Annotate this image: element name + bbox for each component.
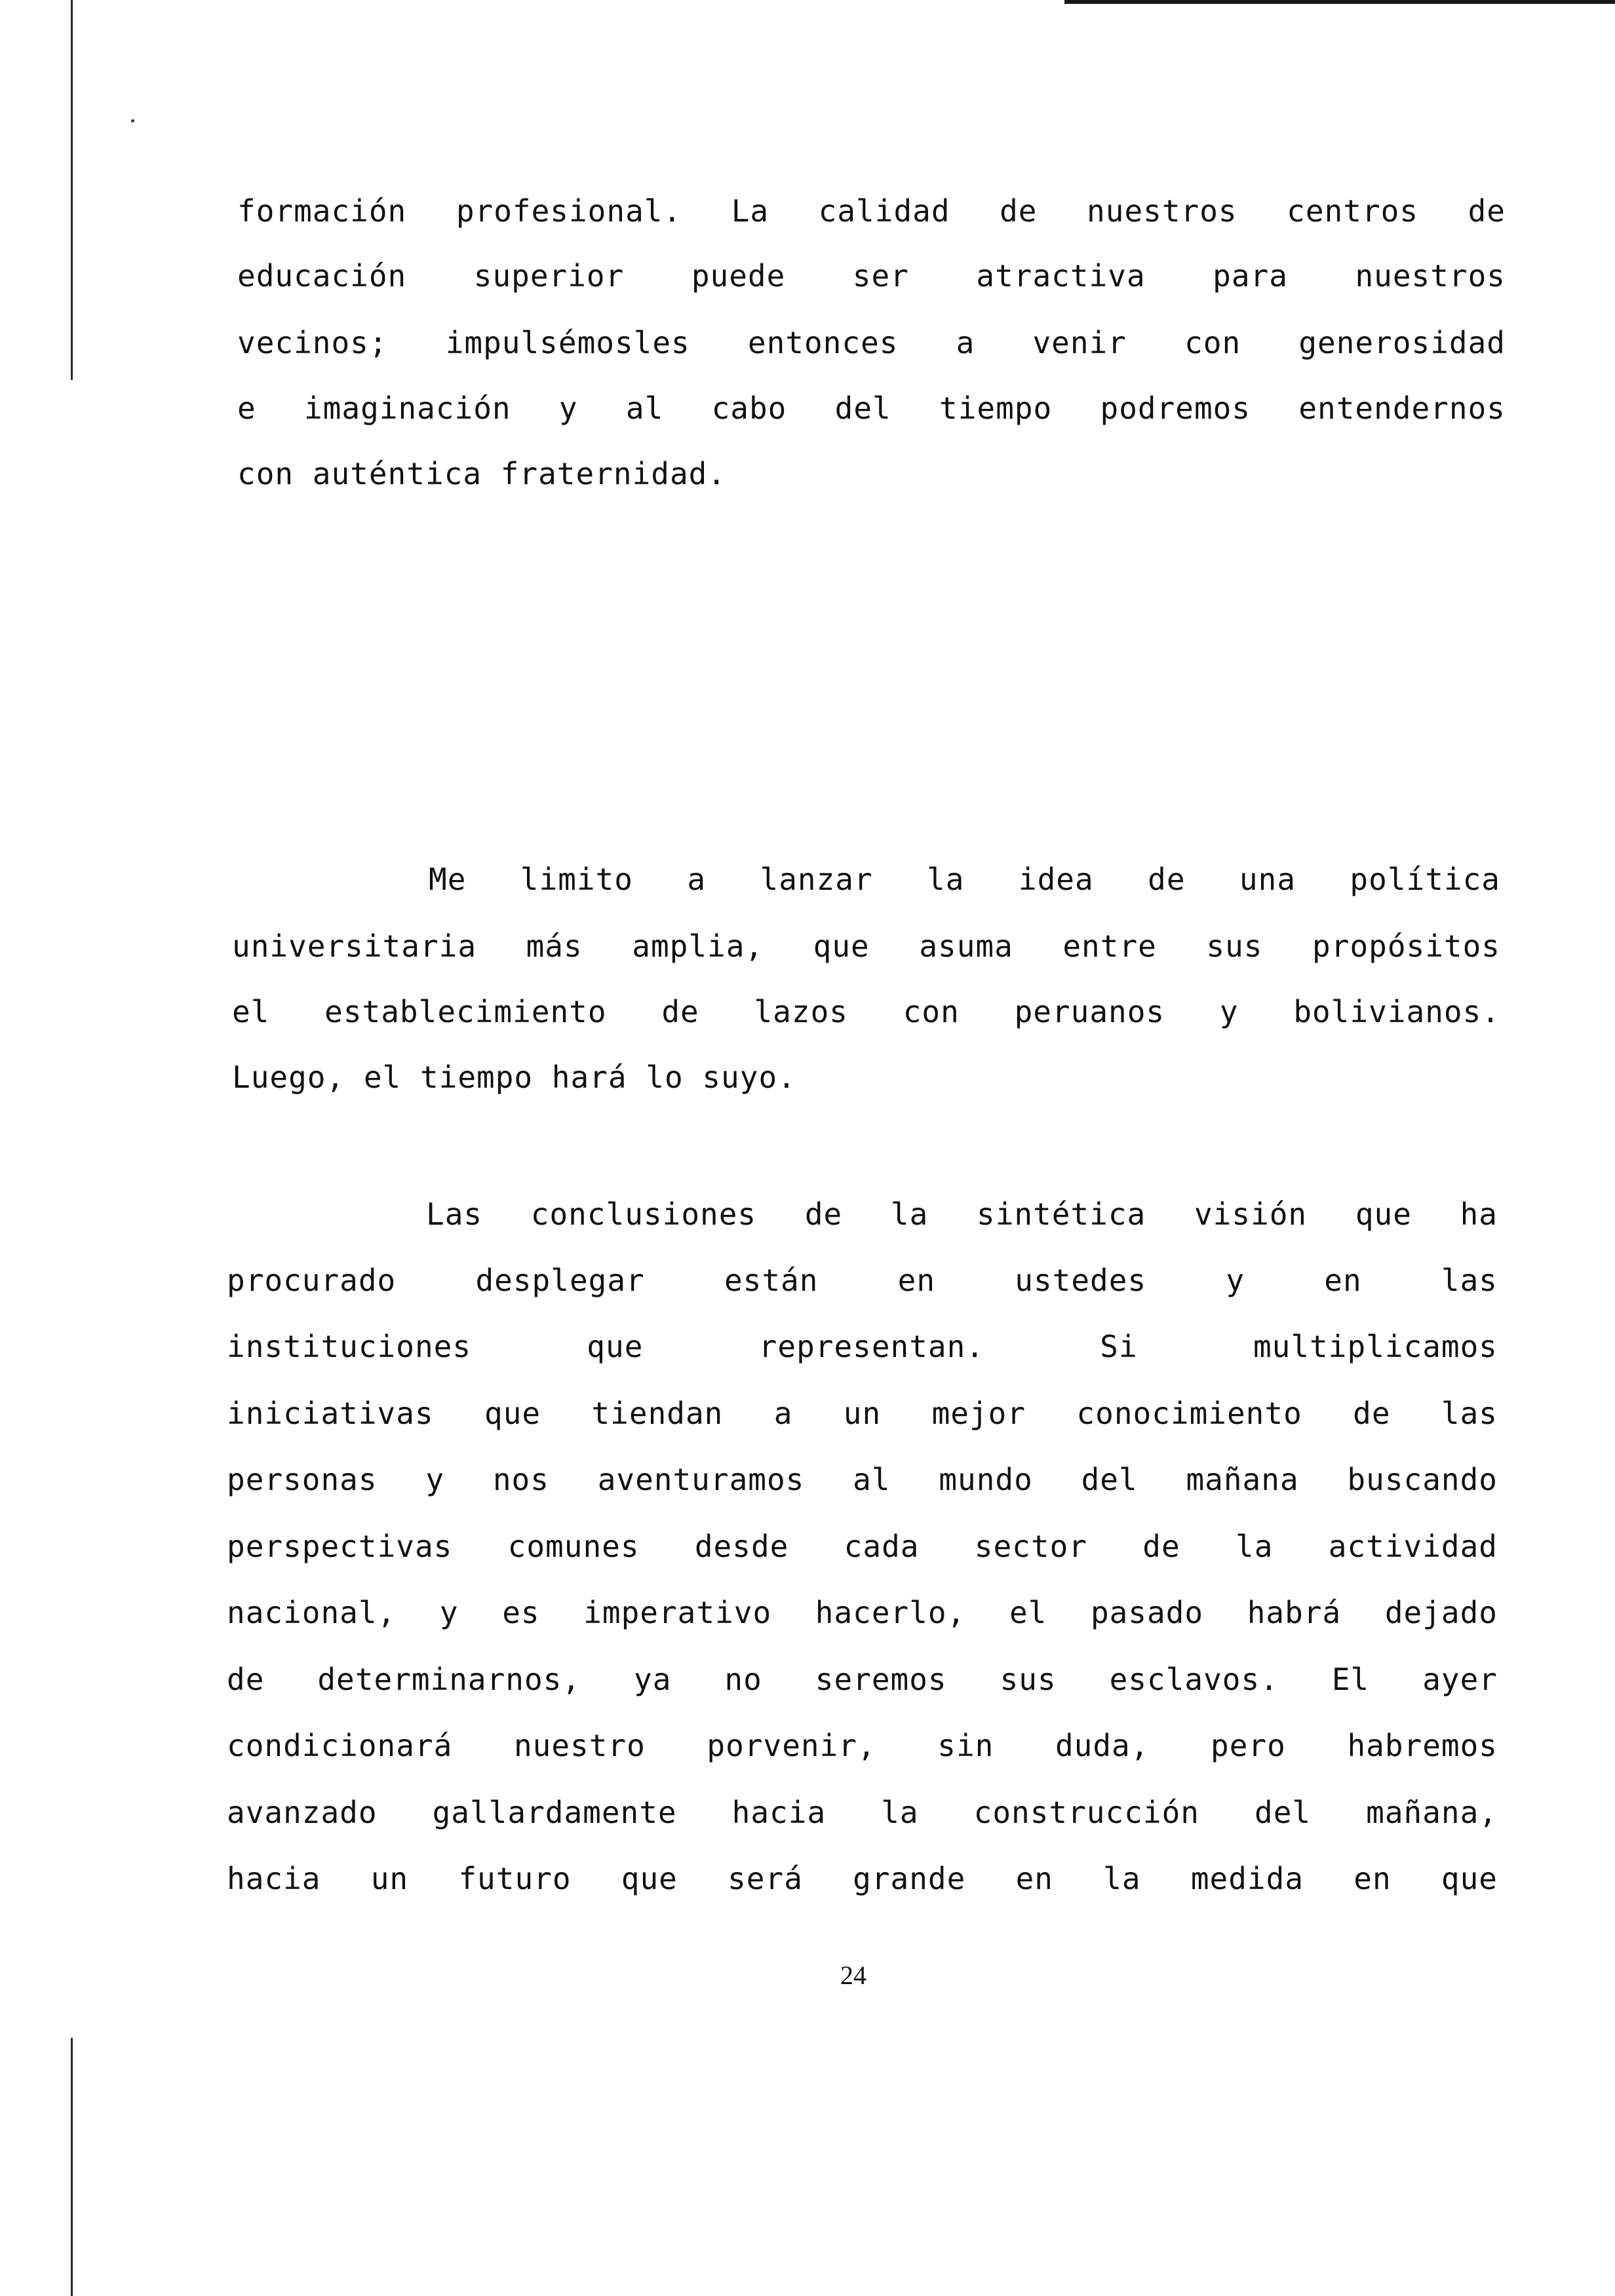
text-line: nacional, y es imperativo hacerlo, el pasado habrá dejado [227, 1595, 1498, 1630]
text-line: condicionará nuestro porvenir, sin duda, pero habremos [227, 1728, 1498, 1763]
text-line: de determinarnos, ya no seremos sus esclavos. El ayer [227, 1662, 1498, 1697]
scan-edge-left-upper [71, 0, 73, 380]
text-line: iniciativas que tiendan a un mejor conocimiento de las [227, 1396, 1498, 1431]
text-line: formación profesional. La calidad de nuestros centros de [237, 193, 1506, 229]
text-line: Luego, el tiempo hará lo suyo. [232, 1060, 796, 1095]
text-line: Las conclusiones de la sintética visión que ha [426, 1196, 1498, 1232]
text-line: educación superior puede ser atractiva para nuestros [237, 258, 1506, 294]
text-line: avanzado gallardamente hacia la construcción del mañana, [227, 1795, 1498, 1830]
text-line: instituciones que representan. Si multiplicamos [227, 1329, 1498, 1364]
scan-edge-left-lower [71, 2038, 73, 2296]
text-line: el establecimiento de lazos con peruanos y bolivianos. [232, 994, 1500, 1029]
text-line: vecinos; impulsémosles entonces a venir con generosidad [237, 325, 1506, 360]
text-line: procurado desplegar están en ustedes y en las [227, 1263, 1498, 1298]
text-line: con auténtica fraternidad. [237, 456, 727, 491]
scan-edge-top [1064, 0, 1615, 4]
scan-speck [131, 119, 134, 123]
text-line: perspectivas comunes desde cada sector de la actividad [227, 1529, 1498, 1564]
text-line: personas y nos aventuramos al mundo del mañana buscando [227, 1462, 1498, 1497]
text-line: Me limito a lanzar la idea de una política [429, 862, 1500, 897]
text-line: universitaria más amplia, que asuma entre sus propósitos [232, 928, 1500, 964]
text-line: e imaginación y al cabo del tiempo podremos entendernos [237, 391, 1506, 426]
text-line: hacia un futuro que será grande en la medida en que [227, 1861, 1498, 1896]
page-number: 24 [840, 1961, 866, 1990]
